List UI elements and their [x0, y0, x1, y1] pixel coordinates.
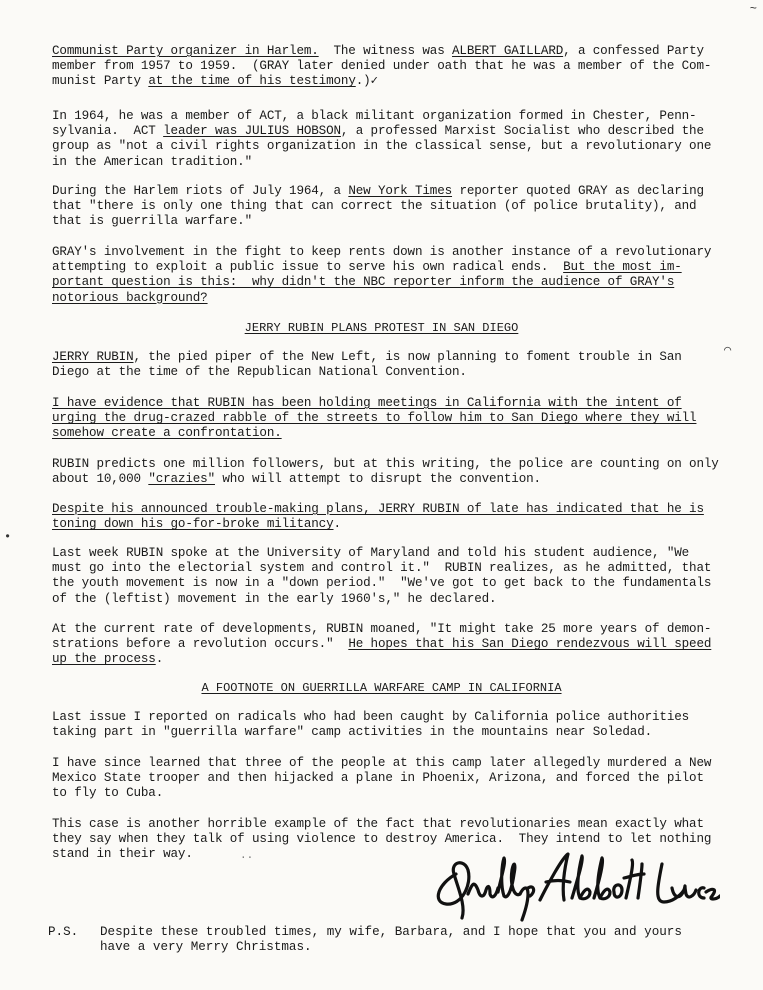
paragraph-act: [52, 109, 727, 170]
underlined-text: at the time of his testimony: [148, 74, 356, 89]
heading-text: JERRY RUBIN PLANS PROTEST IN SAN DIEGO: [244, 321, 519, 335]
heading-text: A FOOTNOTE ON GUERRILLA WARFARE CAMP IN CALIFORNIA: [201, 681, 562, 695]
underlined-text: He hopes that his San Diego rendezvous will speed up the process: [52, 637, 712, 667]
handwritten-signature: [428, 844, 720, 924]
text-run: , a confessed Party member from 1957 to 1959. (GRAY later denied under oath that he was a member of the Com- munist Party: [52, 44, 712, 89]
paragraph-rubin-intro: [52, 350, 727, 380]
text-run: , a professed Marxist Socialist who described the group as "not a civil rights organization in the classical sense, but a revolutionary one in the American tradition.": [52, 124, 712, 169]
paragraph-gray-involvement: [52, 245, 727, 306]
corner-mark: ~: [749, 2, 757, 16]
section-heading-rubin: [0, 321, 763, 335]
text-run: GRAY's involvement in the fight to keep rents down is another instance of a revolutionary attempting to exploit a public issue to serve his own radical ends.: [52, 245, 712, 275]
underlined-text: New York Times: [348, 184, 453, 198]
paragraph-last-issue: Last issue I reported on radicals who had been caught by California police authorities taking part in "guerrilla warfare" camp activities in the mountains near Soledad.: [52, 710, 690, 740]
margin-mark: •: [4, 530, 12, 544]
paragraph-evidence: [52, 396, 727, 442]
text-run: During the Harlem riots of July 1964, a: [52, 184, 349, 198]
paragraph-harlem-riots: [52, 184, 727, 230]
paragraph-horrible-example: This case is another horrible example of the fact that revolutionaries mean exactly what they say when they talk of using violence to destroy America. They intend to let nothing stand in their way.: [52, 817, 712, 862]
paragraph-since-learned: I have since learned that three of the people at this camp later allegedly murdered a New Mexico State trooper and then hijacked a plane in Phoenix, Arizona, and forced the pilot to fly to Cuba.: [52, 756, 712, 801]
underlined-text: JERRY RUBIN: [52, 350, 134, 364]
text-run: .: [333, 517, 341, 532]
underlined-text: Despite his announced trouble-making plans, JERRY RUBIN of late has indicated that he is toning down his go-for-broke militancy: [52, 502, 704, 532]
stray-mark: ..: [240, 850, 254, 862]
text-run: reporter quoted GRAY as declaring that "there is only one thing that can correct the situation (of police brutality), and that is guerrilla warfare.": [52, 184, 704, 229]
text-run: At the current rate of developments, RUBIN moaned, "It might take 25 more years of demon- strations before a revolution occurs.": [52, 622, 712, 652]
paragraph-predictions: [52, 457, 727, 487]
text-run: In 1964, he was a member of ACT, a black militant organization formed in Chester, Penn- sylvania. ACT: [52, 109, 697, 139]
paragraph-toning-down: [52, 502, 727, 532]
text-run: , the pied piper of the New Left, is now planning to foment trouble in San Diego at the time of the Republican National Convention.: [52, 350, 682, 380]
paragraph-maryland: Last week RUBIN spoke at the University of Maryland and told his student audience, "We must go into the electorial system and control it." RUBIN realizes, as he admitted, that the youth movement is now in a "down period." "We've got to get back to the fundamentals of the (leftist) movement in the early 1960's," he declared.: [52, 546, 712, 606]
text-run: .: [155, 652, 164, 667]
underlined-text: But the most im- portant question is this: why didn't the NBC reporter inform the audience of GRAY's notorious background?: [52, 260, 682, 305]
paragraph-rate-of-developments: [52, 622, 727, 668]
text-run: The witness was: [318, 44, 453, 58]
margin-mark-right: ⌒: [724, 343, 732, 357]
paragraph-communist-party: [52, 44, 727, 90]
section-heading-guerrilla: [0, 681, 763, 695]
underlined-text: Communist Party organizer in Harlem.: [52, 44, 319, 58]
underlined-text: leader was JULIUS HOBSON: [163, 124, 341, 139]
postscript-text: Despite these troubled times, my wife, Barbara, and I hope that you and yours have a very Merry Christmas.: [100, 925, 682, 955]
underlined-text: "crazies": [148, 472, 215, 487]
postscript-label: P.S.: [48, 925, 79, 939]
underlined-text: I have evidence that RUBIN has been holding meetings in California with the intent of urging the drug-crazed rabble of the streets to follow him to San Diego where they will somehow create a confrontation.: [52, 396, 697, 441]
text-run: who will attempt to disrupt the convention.: [214, 472, 541, 487]
text-run: RUBIN predicts one million followers, but at this writing, the police are counting on only about 10,000: [52, 457, 719, 487]
underlined-text: ALBERT GAILLARD: [452, 44, 564, 58]
text-run: .)✓: [355, 74, 378, 89]
